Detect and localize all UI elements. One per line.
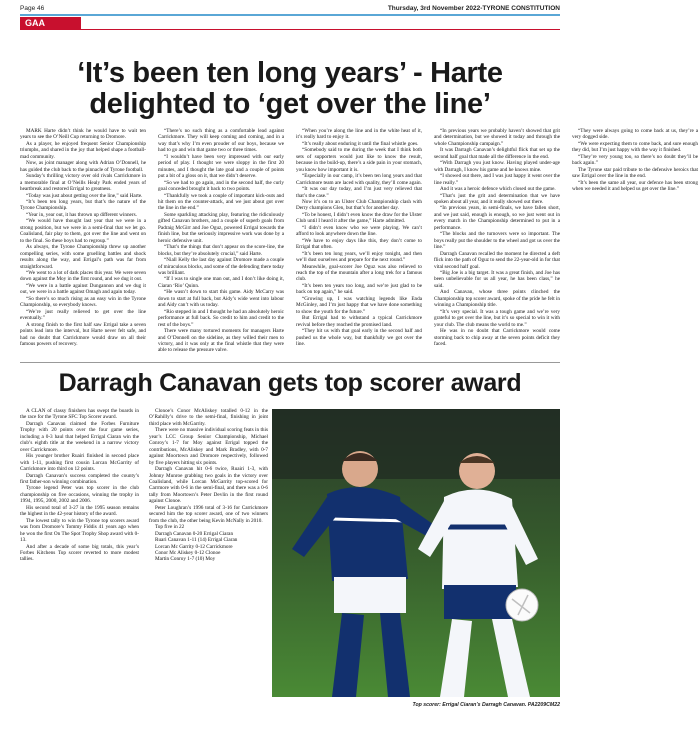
story-paragraph: “We’re just really relieved to get over the line eventually.” — [20, 308, 146, 322]
story-paragraph: “Niall Kelly the last day against Dromore made a couple of miraculous blocks, and some of the defending there today was brilliant. — [158, 257, 284, 276]
story-paragraph: There were many tortured moments for managers Harte and O’Donnell on the sideline, as they willed their men to victory, and it was only at the final whistle that they were able to release the pressure valve. — [158, 328, 284, 354]
story-paragraph: “Today was just about getting over the line,” said Harte. — [26, 192, 143, 199]
story-paragraph: “They’re very young too, so there’s no doubt they’ll be back again.” — [572, 153, 698, 167]
second-story-paragraph: Darragh Canavan 0-20 Errigal Ciaran — [155, 530, 234, 537]
second-story-paragraph: His second total of 3-27 in the 1995 season remains the highest in the 42-year history of the award. — [20, 504, 139, 518]
story-paragraph: “It’s been ten long years, we’ll enjoy tonight, and then we’ll dust ourselves and prepare for the next round.” — [296, 250, 422, 264]
story-paragraph: “We would have thought last year that we were in a strong position, but we were in a semi-final that we let go. Coalisland, fair play to them, got over the line and went on to the final. So these boys had to regroup.” — [20, 218, 146, 244]
story-paragraph: “In previous years we probably haven’t showed that grit and determination, but we showed it today and through the whole Championship campaign.” — [434, 128, 560, 147]
story-paragraph: Sunday’s thrilling victory over old rivals Carrickmore in a memorable final at O’Neills Healy Park ended years of heartbreak and restored Errigal to greatness. — [20, 173, 146, 193]
story-paragraph: “In previous years, in semi-finals, we have fallen short, and we just said, enough is enough, so we just went out in every match in the Championship determined to put in a performance. — [434, 205, 560, 231]
story-paragraph: “So we had to go again, and in the second half, the curly goal conceded brought it back to two points. — [158, 179, 284, 193]
story-divider — [20, 362, 560, 363]
story-paragraph: Meanwhile, goal-scorer Joe Oguz was also relieved to reach the top of the mountain after a long trek for a famous club. — [296, 263, 422, 283]
story-paragraph: As a player, he enjoyed frequent Senior Championship triumphs, and shared in the joy that helped shape a football-mad community. — [20, 140, 146, 160]
second-story-paragraph: Darragh Canavan claimed the Forbes Furniture Trophy with 20 points over the four game series, including a 0-3 haul that helped Errigal Ciaran win the club’s eighth title at the weekend in a narrow victory over Carrickmore. — [20, 420, 139, 453]
football-icon — [506, 589, 538, 621]
second-story-paragraph: His younger brother Ruairi finished in second place with 1-11, pushing first cousin Lorcan McGarrity of Carrickmore into third on 12 points. — [20, 453, 139, 473]
photo-caption: Top scorer: Errigal Ciaran’s Darragh Canavan. PA2209CM22 — [412, 702, 560, 708]
story-paragraph: “I showed out there, and I was just happy it went over the line really.” — [434, 173, 560, 186]
story-paragraph: “To be honest, I didn’t even know the draw for the Ulster Club until I heard it after the game,” Harte admitted. — [296, 211, 422, 225]
second-story-headline: Darragh Canavan gets top scorer award — [58, 369, 522, 397]
story-paragraph: “It’s been ten years too long, and we’re just glad to be back on top again,” he said. — [296, 282, 422, 296]
second-story-paragraph: Darragh Canavan hit 0-6 twice, Ruairi 1-3, with Johnny Munroe grabbing two goals in the victory over Coalisland, while Lorcan McGarrity top-scored for Carrmore with 0-6 in the semi-final, and there was a 0-6 tally from Moortown’s Peter Devlin in the first round against Clonoe. — [149, 466, 268, 505]
section-tag: GAA — [20, 17, 81, 29]
second-story-paragraph: Top five in 22 — [155, 524, 185, 531]
story-paragraph: “Especially in our camp, it’s been ten long years and that Carrickmore team are laced with quality, they’ll come again. — [296, 173, 422, 186]
match-photo-illustration — [272, 409, 560, 697]
second-story-paragraph: Ruari Canavan 1-11 (14) Errigal Ciaran — [155, 537, 238, 544]
story-paragraph: “It’s been ten long years, but that’s the nature of the Tyrone Championship. — [20, 198, 146, 212]
story-paragraph: But Errigal had to withstand a typical Carrickmore revival before they reached the promised land. — [296, 315, 422, 328]
story-paragraph: And Canavan, whose three points clinched the Championship top scorer award, spoke of the pride he felt in winning a Championship title. — [434, 289, 560, 309]
story-paragraph: “We went to a lot of dark places this year. We were seven down against the Moy in the first round, and we dug it out. — [20, 269, 146, 283]
story-paragraph: “That’s just the grit and determination that we have spoken about all year, and it really showed out there. — [434, 192, 560, 205]
story-paragraph: “They were always going to come back at us, they’re a very dogged side. — [572, 128, 698, 141]
story-paragraph: “It’s been the same all year, our defence has been strong when we needed it and helped us get over the line.” — [572, 179, 698, 193]
story-paragraph: A strong finish to the first half saw Errigal take a seven points lead into the interval, but Harte never felt safe, and had no doubt that Carrickmore would draw on all their famous powers of recovery. — [20, 321, 146, 347]
story-paragraph: It was Darragh Canavan’s delightful flick that set up the second half goal that made all the difference in the end. — [434, 147, 560, 160]
story-paragraph: Some sparkling attacking play, featuring the ridiculously gifted Canavan brothers, and a couple of superb goals from Padraig McGirr and Joe Oguz, powered Errigal towards the finish line, but the seriously impressive work was done by a heroic defensive unit. — [158, 211, 284, 244]
story-paragraph: “The blocks and the turnovers were so important. The boys really put the shoulder to the wheel and got us over the line.” — [434, 231, 560, 251]
story-paragraph: “We have to enjoy days like this, they don’t come to Errigal that often. — [296, 237, 422, 251]
section-rule — [20, 29, 560, 30]
story-paragraph: “It was our day today, and I’m just very relieved that that’s the case.” — [296, 186, 422, 199]
story-paragraph: “He wasn’t down to start this game. Aidy McCarry was down to start at full back, but Aidy’s wide went into labour and Aidy can’t with us today. — [158, 289, 284, 309]
story-paragraph: “They hit us with that goal early in the second half and pushed us the whole way, but thankfully we got over the line. — [296, 328, 422, 347]
story-paragraph: The Tyrone star paid tribute to the defensive heroics that saw Errigal over the line in the end. — [572, 166, 698, 180]
story-paragraph: “Rio stepped in and I thought he had an absolutely heroic performance at full back. So credit to him and credit to the rest of the boys.” — [158, 308, 284, 328]
second-story-body — [20, 408, 268, 726]
story-paragraph: “With Darragh you just know. Having played under-age with Darragh, I know his game and he knows mine. — [434, 160, 560, 173]
story-paragraph: “That’s the things that don’t appear on the score-line, the blocks, but they’re absolutely crucial,” said Harte. — [158, 244, 284, 257]
issue-date-line: Thursday, 3rd November 2022-TYRONE CONSTITUTION — [387, 5, 560, 12]
match-photo — [272, 409, 560, 697]
story-body — [20, 128, 698, 360]
story-paragraph: As always, the Tyrone Championship threw up another compelling series, with some gruelling battles and shock results along the way, and Errigal’s path was far from straightforward. — [20, 244, 146, 270]
story-paragraph: “Growing up, I was watching legends like Enda McGinley, and I’m just happy that we have done something to show the youth for the future.” — [296, 295, 422, 315]
story-paragraph: “When you’re along the line and in the white heat of it, it’s really hard to enjoy it. — [296, 128, 422, 141]
story-paragraph: “There’s no such thing as a comfortable lead against Carrickmore. They will keep coming and coming, and in a way that’s why I’m even prouder of our boys, because we had to go and win that game two or three times. — [158, 128, 284, 154]
story-paragraph: “I didn’t even know who we were playing. We can’t afford to look anywhere down the line. — [296, 224, 422, 238]
second-story-paragraph: Clonoe’s Conor McAliskey totalled 0-12 in the O’Rahilly’s drive to the semi-final, finishing in joint third place with McGarrity. — [149, 408, 268, 427]
story-paragraph: “Year in, year out, it has thrown up different winners. — [26, 211, 137, 218]
story-headline: ‘It’s been ten long years’ - Harte delighted to ‘get over the line’ — [77, 57, 503, 120]
story-paragraph: “If I was to single one man out, and I don’t like doing it, Ciaran ‘Rio’ Quinn. — [158, 276, 284, 289]
story-paragraph: “It’s very special. It was a tough game and we’re very grateful to get over the line, but it’s so special to win it with your club. The club means the world to me.” — [434, 308, 560, 328]
story-paragraph: Now, as joint manager along with Adrian O’Donnell, he has guided the club back to the pinnacle of Tyrone football. — [20, 160, 146, 173]
second-story-paragraph: Martin Conroy 1-7 (10) Moy — [155, 556, 216, 563]
second-story-paragraph: Lorcan Mc Garrity 0-12 Carrickmore — [155, 543, 233, 550]
story-paragraph: “Big Joe is a big target. It was a great finish, and Joe has been unbelievable for us all year, he has been class,” he said. — [434, 269, 560, 289]
story-paragraph: “I wouldn’t have been very impressed with our early period of play. I thought we were sloppy in the first 20 minutes, and I thought the late goal and a couple of points put a bit of a gloss on it, that we didn’t deserve. — [158, 153, 284, 180]
story-paragraph: “We were in a battle against Dungannon and we dug it out, we were in a battle against Omagh and again today. — [20, 282, 146, 296]
second-story-paragraph: A CLAN of classy finishers has swept the boards in the race for the Tyrone SFC Top Scorer award. — [20, 408, 139, 421]
story-paragraph: “Somebody said to me during the week that I think both sets of supporters would just like to know the result, because in the build-up, there’s a side pain in your stomach, you know how important it is. — [296, 147, 422, 173]
story-paragraph: “It’s really about enduring it until the final whistle goes. — [302, 140, 419, 147]
story-paragraph: “Thankfully we took a couple of important kick-outs and hit them on the counter-attack, and we just about got over the line in the end.” — [158, 192, 284, 212]
story-paragraph: “So there’s so much rising as an easy win in the Tyrone Championship, so everybody knows. — [20, 295, 146, 309]
page-header — [20, 4, 560, 14]
second-story-paragraph: The lowest tally to win the Tyrone top scorers award was from Dromore’s Tommy Fiddis 41 years ago when he won the first On The Spot Trophy Shop award with 0-13. — [20, 517, 139, 544]
second-story-paragraph: There were no massive individual scoring feats in this year’s LCC Group Senior Championship, Michael Conroy’s 1-7 for Moy against Errigal topped the contributions, McAliskey and Mark Bradley, with 0-7 against Moortown and Dromore respectively, followed by five players hitting six points. — [149, 427, 268, 466]
story-paragraph: And it was a heroic defence which closed out the game. — [440, 186, 556, 193]
story-paragraph: “We were expecting them to come back, and sure enough they did, but I’m just happy with the way it finished. — [572, 140, 698, 154]
second-story-paragraph: Peter Loughran’s 1996 total of 3-16 for Carrickmore secured him the top scorer award, one of two winners from the club, the other being Kevin McNally in 2010. — [149, 504, 268, 524]
page-number: Page 46 — [20, 5, 45, 12]
story-paragraph: Darragh Canavan recalled the moment he directed a deft flick into the path of Oguz to send the 22-year-old in for that vital second half goal. — [434, 250, 560, 270]
second-story-paragraph: And after a decade of some big totals, this year’s Forbes Kitchens Top scorer reverted to more modest tallies. — [20, 543, 139, 563]
header-rule — [20, 14, 560, 16]
second-story-paragraph: Conor Mc Aliskey 0-12 Clonoe — [155, 549, 221, 556]
second-story-paragraph: Darragh Canavan’s success completed the county’s first father-son winning combination. — [20, 472, 139, 485]
story-paragraph: MARK Harte didn’t think he would have to wait ten years to see the O’Neill Cup returning to Dromore. — [20, 128, 146, 141]
story-paragraph: He was in no doubt that Carrickmore would come storming back to chip away at the seven points deficit they faced. — [434, 328, 560, 347]
story-paragraph: Now it’s on to an Ulster Club Championship clash with Derry champions Glen, but that’s for another day. — [296, 198, 422, 212]
second-story-paragraph: Tyrone legend Peter was top scorer in the club championship on five occasions, winning the trophy in 1994, 1995, 2000, 2002 and 2006. — [20, 485, 139, 505]
